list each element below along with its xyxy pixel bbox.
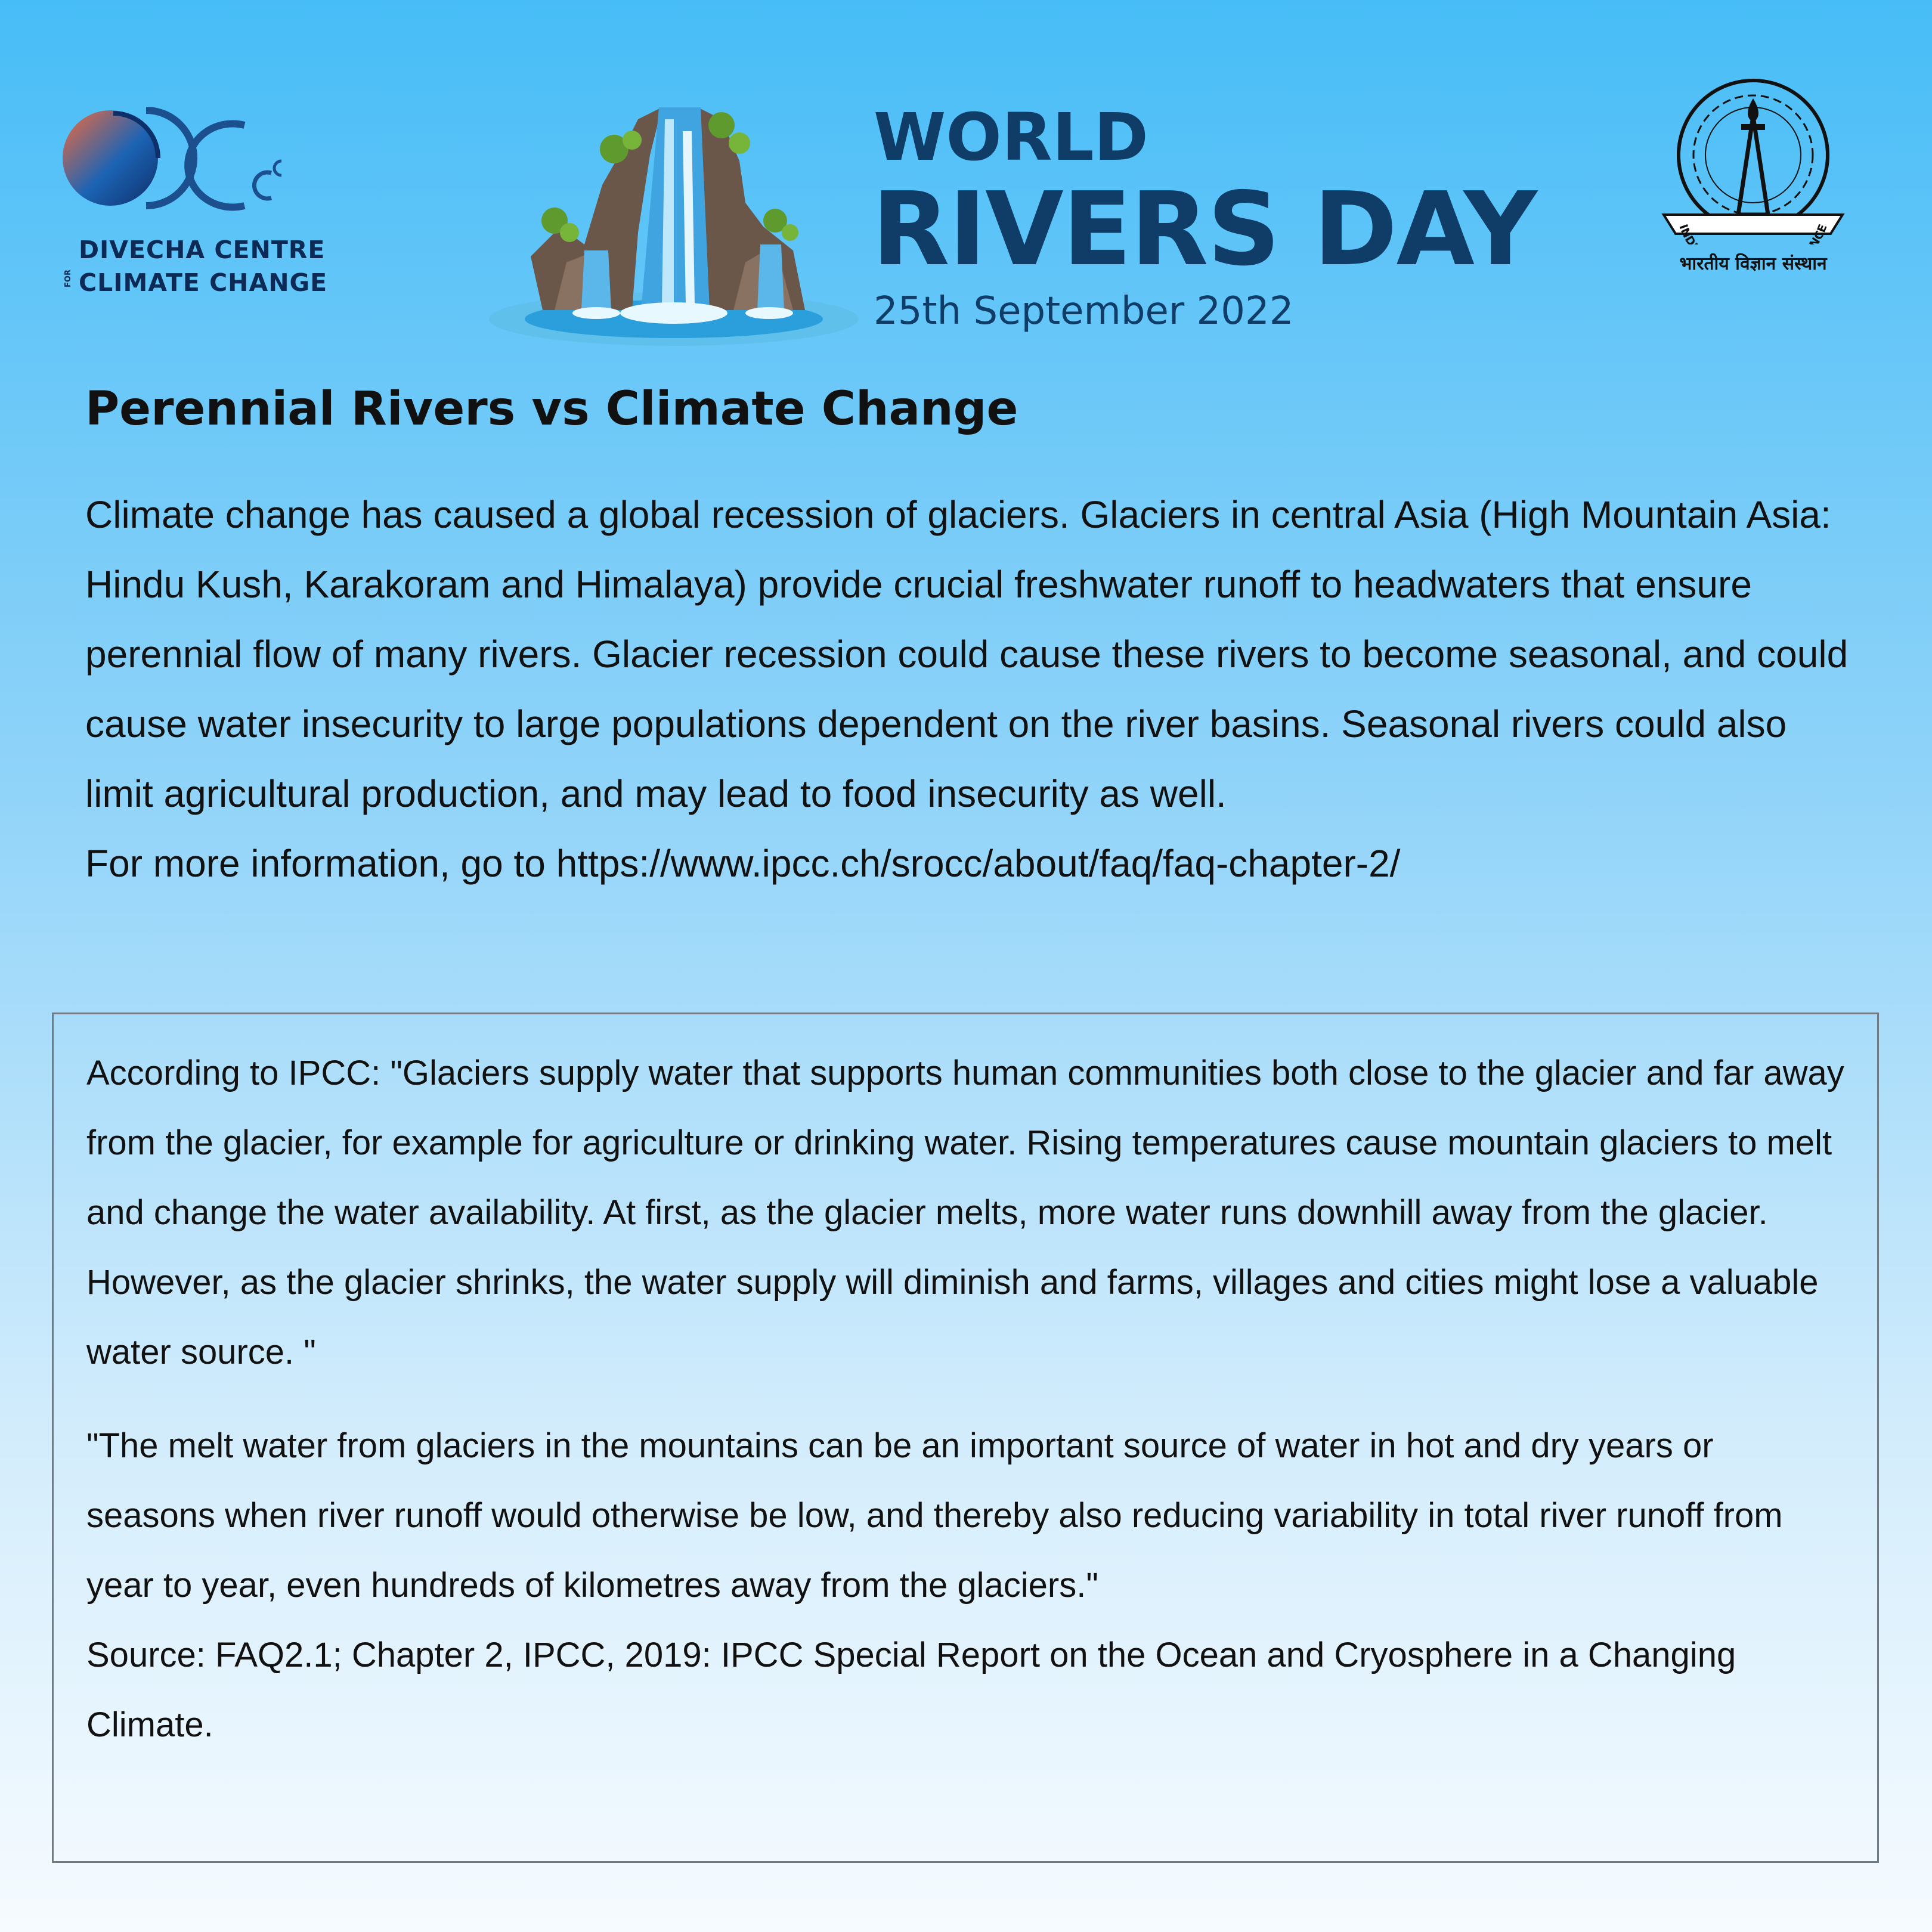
divecha-name-line2: CLIMATE CHANGE bbox=[79, 268, 328, 297]
divecha-logo-mark-icon bbox=[60, 101, 286, 233]
divecha-centre-logo bbox=[60, 101, 328, 304]
more-info-link[interactable]: For more information, go to https://www.ipcc.ch/srocc/about/faq/faq-chapter-2/ bbox=[85, 842, 1401, 885]
iisc-logo bbox=[1652, 78, 1854, 280]
iisc-emblem-icon bbox=[1652, 78, 1854, 244]
event-date: 25th September 2022 bbox=[874, 289, 1294, 333]
title-rivers-day: RIVERS DAY bbox=[872, 171, 1536, 289]
article-headline: Perennial Rivers vs Climate Change bbox=[85, 382, 1018, 436]
quote-content bbox=[86, 1038, 1852, 1760]
waterfall-illustration bbox=[483, 83, 865, 358]
article-body-paragraph: Climate change has caused a global recession of glaciers. Glaciers in central Asia (High Mountain Asia: Hindu Kush, Karakoram and Himalaya) provide crucial freshwater runoff to headwaters that ensure perennial flow of many rivers. Glacier recession could cause these rivers to become seasonal, and could cause water insecurity to large populations dependent on the river basins. Seasonal rivers could also limit agricultural production, and may lead to food insecurity as well. bbox=[85, 493, 1849, 815]
title-world: WORLD bbox=[874, 99, 1148, 175]
quote-paragraph-2: "The melt water from glaciers in the mountains can be an important source of water in hot and dry years or seasons when river runoff would otherwise be low, and thereby also reducing variability in total river runoff from year to year, even hundreds of kilometres away from the glaciers." bbox=[86, 1426, 1783, 1605]
waterfall-icon bbox=[483, 83, 865, 358]
iisc-ring-text: IND NCE bbox=[1676, 222, 1830, 244]
quote-paragraph-1: According to IPCC: "Glaciers supply water that supports human communities both close to the glacier and far away from the glacier, for example for agriculture or drinking water. Rising temperatures cause mountain glaciers to melt and change the water availability. At first, as the glacier melts, more water runs downhill away from the glacier. However, as the glacier shrinks, the water supply will diminish and farms, villages and cities might lose a valuable water source. " bbox=[86, 1054, 1844, 1371]
divecha-name-for: FOR bbox=[64, 270, 73, 287]
article-body bbox=[85, 480, 1850, 899]
iisc-hindi-name: भारतीय विज्ञान संस्थान bbox=[1679, 253, 1827, 274]
quote-source: Source: FAQ2.1; Chapter 2, IPCC, 2019: IPCC Special Report on the Ocean and Cryosphere in a Changing Climate. bbox=[86, 1636, 1736, 1744]
ipcc-quote-box bbox=[52, 1013, 1879, 1863]
divecha-name-line1: DIVECHA CENTRE bbox=[79, 236, 326, 264]
